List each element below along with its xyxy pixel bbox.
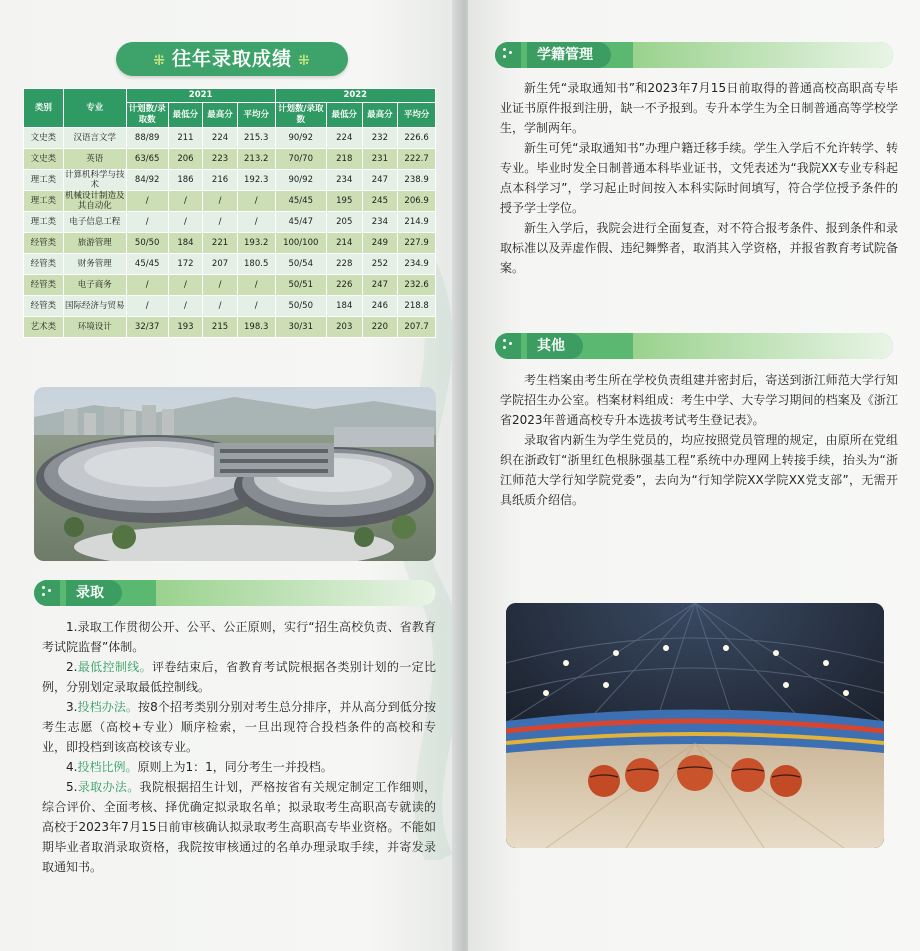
leaf-left-icon: ⁜: [153, 53, 166, 69]
table-cell: 84/92: [126, 170, 168, 191]
leaf-right-icon: ⁜: [298, 53, 311, 69]
section-bar-fade: [633, 42, 893, 68]
admission-p3-num: 3.: [66, 700, 78, 714]
dots-icon: [503, 47, 515, 61]
table-cell: /: [126, 191, 168, 212]
table-cell: 207: [203, 254, 238, 275]
table-cell: 电子信息工程: [63, 212, 126, 233]
table-cell: 222.7: [398, 149, 436, 170]
table-cell: 理工类: [24, 191, 64, 212]
th-max-2021: 最高分: [203, 103, 238, 128]
table-cell: 184: [168, 233, 203, 254]
section-bar-admission: [34, 580, 436, 606]
table-cell: 192.3: [237, 170, 275, 191]
section-title-past-scores: [116, 42, 348, 76]
other-text: [500, 370, 898, 510]
admission-p1: 1.录取工作贯彻公开、公平、公正原则，实行“招生高校负责、省教育考试院监督”体制。: [42, 620, 436, 654]
table-cell: 机械设计制造及其自动化: [65, 191, 125, 211]
table-cell: 223: [203, 149, 238, 170]
table-cell: 228: [326, 254, 362, 275]
table-cell: 经管类: [24, 275, 64, 296]
scores-table-body: [24, 128, 436, 338]
table-cell: 50/51: [275, 275, 326, 296]
table-cell: 220: [362, 317, 398, 338]
table-cell: 234: [326, 170, 362, 191]
dots-icon: [503, 338, 515, 352]
table-cell: /: [126, 296, 168, 317]
other-p1: 考生档案由考生所在学校负责组建并密封后，寄送到浙江师范大学行知学院招生办公室。档案材料组成：考生中学、大专学习期间的档案及《浙江省2023年普通高校专升本选拔考试考生登记表》。: [500, 373, 898, 427]
table-cell: 旅游管理: [63, 233, 126, 254]
th-min-2021: 最低分: [168, 103, 203, 128]
table-cell: /: [168, 296, 203, 317]
table-cell: 246: [362, 296, 398, 317]
table-cell: /: [168, 212, 203, 233]
table-cell: 205: [326, 212, 362, 233]
section-bar-tab: [495, 42, 521, 68]
th-min-2022: 最低分: [326, 103, 362, 128]
table-cell: 计算机科学与技术: [65, 170, 125, 190]
th-year-2022: 2022: [275, 89, 435, 103]
table-cell: 50/54: [275, 254, 326, 275]
section-bar-tab: [495, 333, 521, 359]
admission-p4-text: 原则上为1：1，同分考生一并投档。: [137, 760, 333, 774]
admission-p3: [42, 697, 436, 757]
table-cell: 90/92: [275, 170, 326, 191]
section-bar-tab: [34, 580, 60, 606]
table-cell: /: [203, 275, 238, 296]
section-bar-status: [495, 42, 893, 68]
admission-p2-text: 评卷结束后，省教育考试院根据各类别计划的一定比例，分别划定录取最低控制线。: [42, 660, 436, 694]
table-cell: 227.9: [398, 233, 436, 254]
table-cell: 232: [362, 128, 398, 149]
admission-text: [42, 617, 436, 877]
table-cell: 238.9: [398, 170, 436, 191]
table-cell: 203: [326, 317, 362, 338]
table-cell: /: [126, 212, 168, 233]
table-cell: 经管类: [24, 296, 64, 317]
table-cell: /: [168, 275, 203, 296]
table-cell: 经管类: [24, 233, 64, 254]
table-cell: 247: [362, 170, 398, 191]
table-cell: 245: [362, 191, 398, 212]
table-cell: 50/50: [275, 296, 326, 317]
table-cell: 195: [326, 191, 362, 212]
table-cell: 经管类: [24, 254, 64, 275]
table-cell: 213.2: [237, 149, 275, 170]
table-cell: 226.6: [398, 128, 436, 149]
th-avg-2021: 平均分: [237, 103, 275, 128]
th-avg-2022: 平均分: [398, 103, 436, 128]
status-text: [500, 78, 898, 278]
table-cell: 218: [326, 149, 362, 170]
table-cell: /: [237, 296, 275, 317]
table-cell: 环境设计: [63, 317, 126, 338]
table-cell: 国际经济与贸易: [63, 296, 126, 317]
table-cell: 234.9: [398, 254, 436, 275]
admission-p4-num: 4.: [66, 760, 78, 774]
table-cell: 45/47: [275, 212, 326, 233]
admission-p5-num: 5.: [66, 780, 78, 794]
th-major: 专业: [63, 89, 126, 128]
table-cell: 30/31: [275, 317, 326, 338]
th-year-2021: 2021: [126, 89, 275, 103]
table-row: [24, 233, 436, 254]
admission-p2-num: 2.: [66, 660, 78, 674]
admission-p3-highlight: 投档办法。: [77, 700, 139, 714]
table-cell: 218.8: [398, 296, 436, 317]
table-cell: 汉语言文学: [63, 128, 126, 149]
gym-photo: [506, 603, 884, 848]
table-cell: 32/37: [126, 317, 168, 338]
table-cell: 90/92: [275, 128, 326, 149]
table-cell: 文史类: [24, 149, 64, 170]
table-cell: 247: [362, 275, 398, 296]
admission-p4-highlight: 投档比例。: [77, 760, 138, 774]
table-row: [24, 254, 436, 275]
table-cell: 232.6: [398, 275, 436, 296]
table-cell: 226: [326, 275, 362, 296]
table-row: [24, 317, 436, 338]
table-cell: 193: [168, 317, 203, 338]
admission-p5-highlight: 录取办法。: [77, 780, 140, 794]
table-cell: /: [168, 191, 203, 212]
table-row: [24, 170, 436, 191]
table-cell: 207.7: [398, 317, 436, 338]
table-row: [24, 191, 436, 212]
table-cell: /: [203, 191, 238, 212]
table-cell: 财务管理: [63, 254, 126, 275]
table-cell: /: [237, 191, 275, 212]
section-title-admission: 录取: [66, 580, 122, 606]
table-cell: /: [237, 212, 275, 233]
status-p3: 新生入学后，我院会进行全面复查，对不符合报考条件、报到条件和录取标准以及弄虚作假、违纪舞弊者，取消其入学资格，并报省教育考试院备案。: [500, 221, 898, 275]
table-cell: 电子商务: [63, 275, 126, 296]
table-cell: 45/45: [275, 191, 326, 212]
table-cell: 文史类: [24, 128, 64, 149]
table-cell: 理工类: [24, 212, 64, 233]
admission-p2-highlight: 最低控制线。: [77, 660, 152, 674]
th-category: 类别: [24, 89, 64, 128]
table-cell: 211: [168, 128, 203, 149]
table-row: [24, 128, 436, 149]
table-row: [24, 149, 436, 170]
section-bar-other: [495, 333, 893, 359]
admission-p2: [42, 657, 436, 697]
dots-icon: [42, 585, 54, 599]
table-cell: 198.3: [237, 317, 275, 338]
table-cell: 216: [203, 170, 238, 191]
table-cell: 70/70: [275, 149, 326, 170]
table-cell: 172: [168, 254, 203, 275]
admission-p5-text: 我院根据招生计划，严格按省有关规定制定工作细则，综合评价、全面考核、择优确定拟录取名单；拟录取考生高职高专就读的高校于2023年7月15日前审核确认拟录取考生高职高专毕业资格。不能如期毕业者取消录取资格，我院按审核通过的名单办理录取手续，并寄发录取通知书。: [42, 780, 436, 874]
table-cell: 50/50: [126, 233, 168, 254]
table-row: [24, 212, 436, 233]
table-cell: 249: [362, 233, 398, 254]
table-cell: /: [203, 296, 238, 317]
table-cell: 252: [362, 254, 398, 275]
table-cell: 88/89: [126, 128, 168, 149]
admission-p3-text: 按8个招考类别分别对考生总分排序，并从高分到低分按考生志愿（高校+专业）顺序检索，一旦出现符合投档条件的高校和专业，即投档到该高校该专业。: [42, 700, 436, 754]
admission-p5: [42, 777, 436, 877]
table-cell: 215: [203, 317, 238, 338]
th-plan-2021: 计划数/录取数: [126, 103, 168, 128]
past-scores-title-text: 往年录取成绩: [171, 48, 292, 70]
table-cell: 63/65: [126, 149, 168, 170]
table-cell: /: [237, 275, 275, 296]
table-cell: 45/45: [126, 254, 168, 275]
table-cell: 221: [203, 233, 238, 254]
table-cell: 234: [362, 212, 398, 233]
table-cell: 231: [362, 149, 398, 170]
table-cell: 206: [168, 149, 203, 170]
section-bar-fade: [633, 333, 893, 359]
campus-photo: [34, 387, 436, 561]
table-cell: /: [126, 275, 168, 296]
admission-p4: [42, 757, 436, 777]
table-cell: 100/100: [275, 233, 326, 254]
table-cell: 186: [168, 170, 203, 191]
table-cell: 206.9: [398, 191, 436, 212]
table-cell: 英语: [63, 149, 126, 170]
status-p2: 新生可凭“录取通知书”办理户籍迁移手续。学生入学后不允许转学、转专业。毕业时发全日制普通本科毕业证书，文凭表述为“我院XX专业专科起点本科学习”，学习起止时间按入本科实际时间填写，符合学位授予条件的授予学士学位。: [500, 141, 898, 215]
table-row: [24, 275, 436, 296]
table-cell: 理工类: [24, 170, 64, 191]
table-cell: 214: [326, 233, 362, 254]
table-cell: 224: [326, 128, 362, 149]
table-cell: 180.5: [237, 254, 275, 275]
scores-table: [23, 88, 436, 338]
table-cell: /: [203, 212, 238, 233]
table-cell: 艺术类: [24, 317, 64, 338]
table-cell: 193.2: [237, 233, 275, 254]
section-title-other: 其他: [527, 333, 583, 359]
other-p2: 录取省内新生为学生党员的，均应按照党员管理的规定，由原所在党组织在浙政钉“浙里红色根脉强基工程”系统中办理网上转接手续，抬头为“浙江师范大学行知学院党委”，去向为“行知学院XX学院XX党支部”，无需开具纸质介绍信。: [500, 433, 898, 507]
table-cell: 224: [203, 128, 238, 149]
table-cell: 214.9: [398, 212, 436, 233]
table-cell: 215.3: [237, 128, 275, 149]
section-title-status: 学籍管理: [527, 42, 611, 68]
section-bar-fade: [156, 580, 436, 606]
th-max-2022: 最高分: [362, 103, 398, 128]
status-p1: 新生凭“录取通知书”和2023年7月15日前取得的普通高校高职高专毕业证书原件报到注册，缺一不予报到。专升本学生为全日制普通高等学校学生，学制两年。: [500, 81, 898, 135]
th-plan-2022: 计划数/录取数: [275, 103, 326, 128]
table-cell: 184: [326, 296, 362, 317]
table-row: [24, 296, 436, 317]
